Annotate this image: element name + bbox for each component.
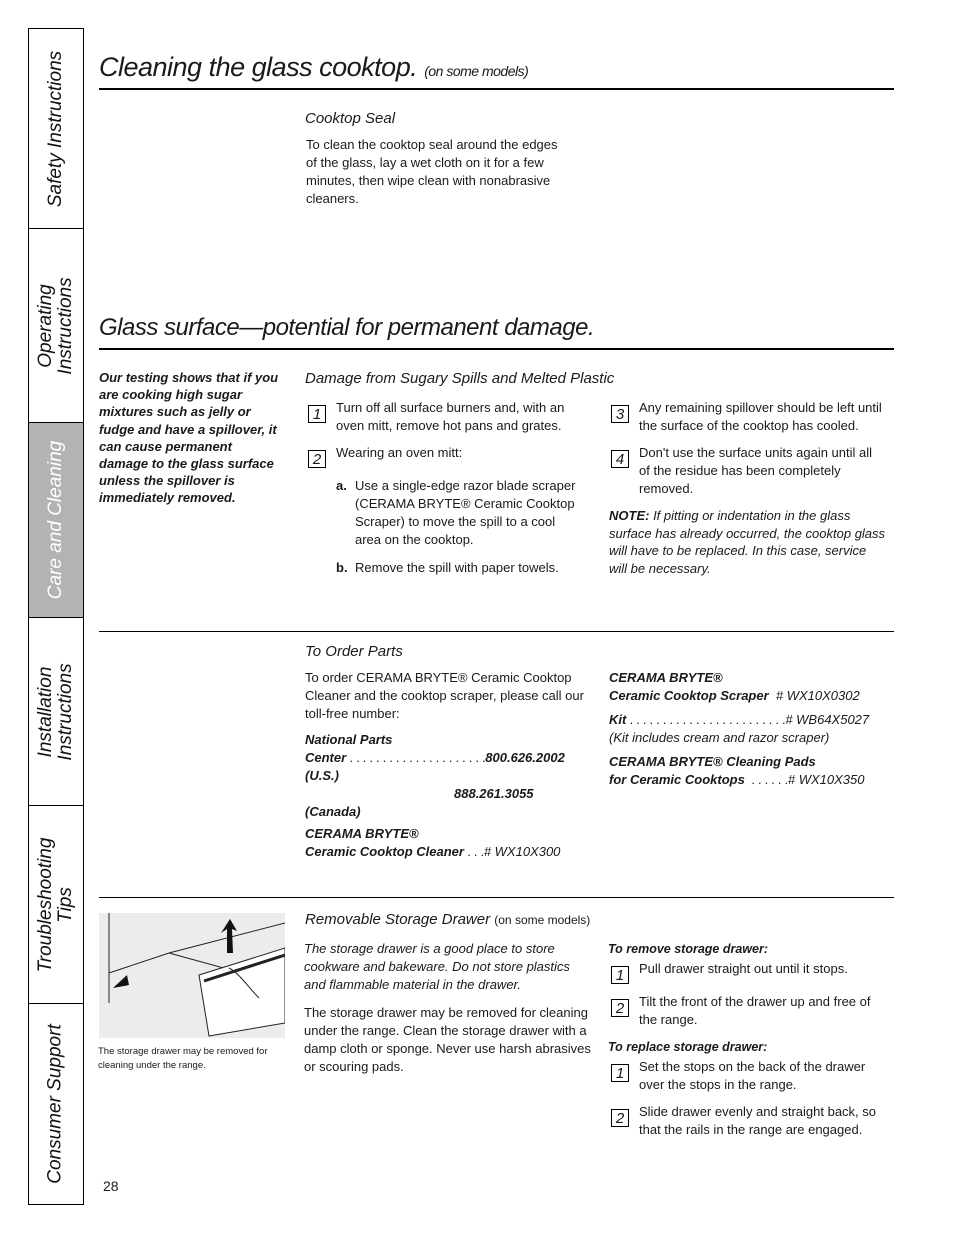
substep-row [336,477,580,549]
scraper-name: Ceramic Cooktop Scraper [609,688,769,703]
order-parts-left [305,669,595,861]
pads-brand: CERAMA BRYTE® Cleaning Pads [609,754,816,769]
tab-label: Consumer Support [45,1024,66,1184]
cleaner-name: Ceramic Cooktop Cleaner [305,844,464,859]
tab-operating-instructions[interactable] [28,228,84,423]
divider [99,88,894,90]
phone-numbers [305,731,595,861]
phone-canada: 888.261.3055 [454,786,534,801]
step-row [611,1103,890,1139]
step-text: Don't use the surface units again until all of the residue has been completely removed. [639,445,873,496]
drawer-text [304,940,591,1076]
step-number: 1 [308,405,326,423]
divider [99,348,894,350]
title-text: Cleaning the glass cooktop. [99,52,418,82]
pads-part-number: # WX10X350 [787,772,865,787]
cooktop-seal-text: To clean the cooktop seal around the edges of the glass, lay a wet cloth on it for a few minutes, then wipe clean with nonabrasive cleaners. [306,137,558,206]
region-us: (U.S.) [305,768,339,783]
step-number: 1 [611,966,629,984]
tab-label: Safety Instructions [45,50,67,207]
drawer-intro: The storage drawer is a good place to store cookware and bakeware. Do not store plastics and flammable material in the drawer. [304,941,570,992]
drawer-heading-text: Removable Storage Drawer [305,911,491,928]
step-number: 2 [611,999,629,1017]
illustration-caption: The storage drawer may be removed for cleaning under the range. [98,1046,268,1071]
order-parts-intro: To order CERAMA BRYTE® Ceramic Cooktop Cleaner and the cooktop scraper, please call our toll-free number: [305,670,584,721]
leader-dots: . . . . . . [744,772,788,787]
sugary-steps-right [611,399,886,577]
step-number: 4 [611,450,629,468]
divider [99,897,894,898]
tab-label: Care and Cleaning [45,440,67,600]
order-parts-heading: To Order Parts [305,643,403,660]
step-number: 2 [611,1109,629,1127]
step-text: Tilt the front of the drawer up and free of the range. [639,994,871,1027]
step-row [308,444,580,468]
step-number: 2 [308,450,326,468]
npc-label: Center [305,750,347,765]
step-number: 3 [611,405,629,423]
step-text: Pull drawer straight out until it stops. [639,961,848,976]
note-text: If pitting or indentation in the glass surface has already occurred, the cooktop glass will have to be replaced. In this case, service will be necessary. [609,508,886,576]
page-title [99,52,528,83]
step-row [611,1058,890,1094]
pads-name: for Ceramic Cooktops [609,772,745,787]
scraper-part-number: # WX10X0302 [768,688,860,703]
sugary-steps-left [308,399,580,587]
step-number: 1 [611,1064,629,1082]
kit-part-number: # WB64X5027 [785,712,870,727]
substep-letter: b. [336,560,348,575]
step-text: Wearing an oven mitt: [336,445,463,460]
note-label: NOTE: [609,508,650,523]
phone-us: 800.626.2002 [485,750,565,765]
tab-label: Operating Instructions [35,276,76,375]
drawer-heading-note: (on some models) [494,913,591,927]
substep-text: Remove the spill with paper towels. [355,560,559,575]
parts-list [609,669,894,789]
kit-label: Kit [609,712,627,727]
leader-dots: . . . . . . . . . . . . . . . . . . . . . . . . [626,712,786,727]
step-text: Any remaining spillover should be left until the surface of the cooktop has cooled. [639,400,882,433]
leader-dots: . . . [463,844,484,859]
glass-note [609,507,886,577]
title-note: (on some models) [424,63,529,79]
tab-consumer-support[interactable] [28,1003,84,1205]
step-text: Turn off all surface burners and, with an oven mitt, remove hot pans and grates. [336,400,565,433]
step-row [611,444,886,498]
step-text: Set the stops on the back of the drawer over the stops in the range. [639,1059,866,1092]
drawer-steps [608,940,890,1148]
step-row [611,993,890,1029]
region-canada: (Canada) [305,804,361,819]
drawer-body: The storage drawer may be removed for cleaning under the range. Clean the storage drawer with a damp cloth or sponge. Never use harsh abrasives or scouring pads. [304,1005,591,1074]
tab-installation-instructions[interactable] [28,617,84,806]
substep-row [336,559,580,577]
step-row [611,960,890,984]
scraper-brand: CERAMA BRYTE® [609,670,723,685]
substep-letter: a. [336,478,347,493]
cooktop-seal-heading: Cooktop Seal [305,110,396,127]
step-row [308,399,580,435]
storage-drawer-illustration [99,913,285,1038]
tab-label: Troubleshooting Tips [35,837,76,972]
tab-label: Installation Instructions [35,662,76,761]
page-number: 28 [103,1178,119,1194]
tab-troubleshooting-tips[interactable] [28,805,84,1004]
step-row [611,399,886,435]
cleaner-part-number: # WX10X300 [483,844,561,859]
sugary-spills-heading: Damage from Sugary Spills and Melted Plastic [305,370,615,387]
remove-drawer-heading: To remove storage drawer: [608,942,769,956]
tab-care-and-cleaning[interactable] [28,422,84,618]
kit-note: (Kit includes cream and razor scraper) [609,730,830,745]
leader-dots: . . . . . . . . . . . . . . . . . . . . . [346,750,486,765]
step-text: Slide drawer evenly and straight back, so that the rails in the range are engaged. [639,1104,877,1137]
divider [99,631,894,632]
damage-section-title: Glass surface—potential for permanent damage. [99,314,595,341]
drawer-heading [305,911,590,928]
replace-drawer-heading: To replace storage drawer: [608,1040,768,1054]
tab-safety-instructions[interactable] [28,28,84,229]
cleaner-brand: CERAMA BRYTE® [305,826,419,841]
damage-warning-note: Our testing shows that if you are cooking high sugar mixtures such as jelly or fudge and have a spillover, it can cause permanent damage to the glass surface unless the spillover is immediately removed. [99,370,279,506]
substep-text: Use a single-edge razor blade scraper (CERAMA BRYTE® Ceramic Cooktop Scraper) to move the spill to a cool area on the cooktop. [355,478,576,547]
npc-label: National Parts [305,732,393,747]
